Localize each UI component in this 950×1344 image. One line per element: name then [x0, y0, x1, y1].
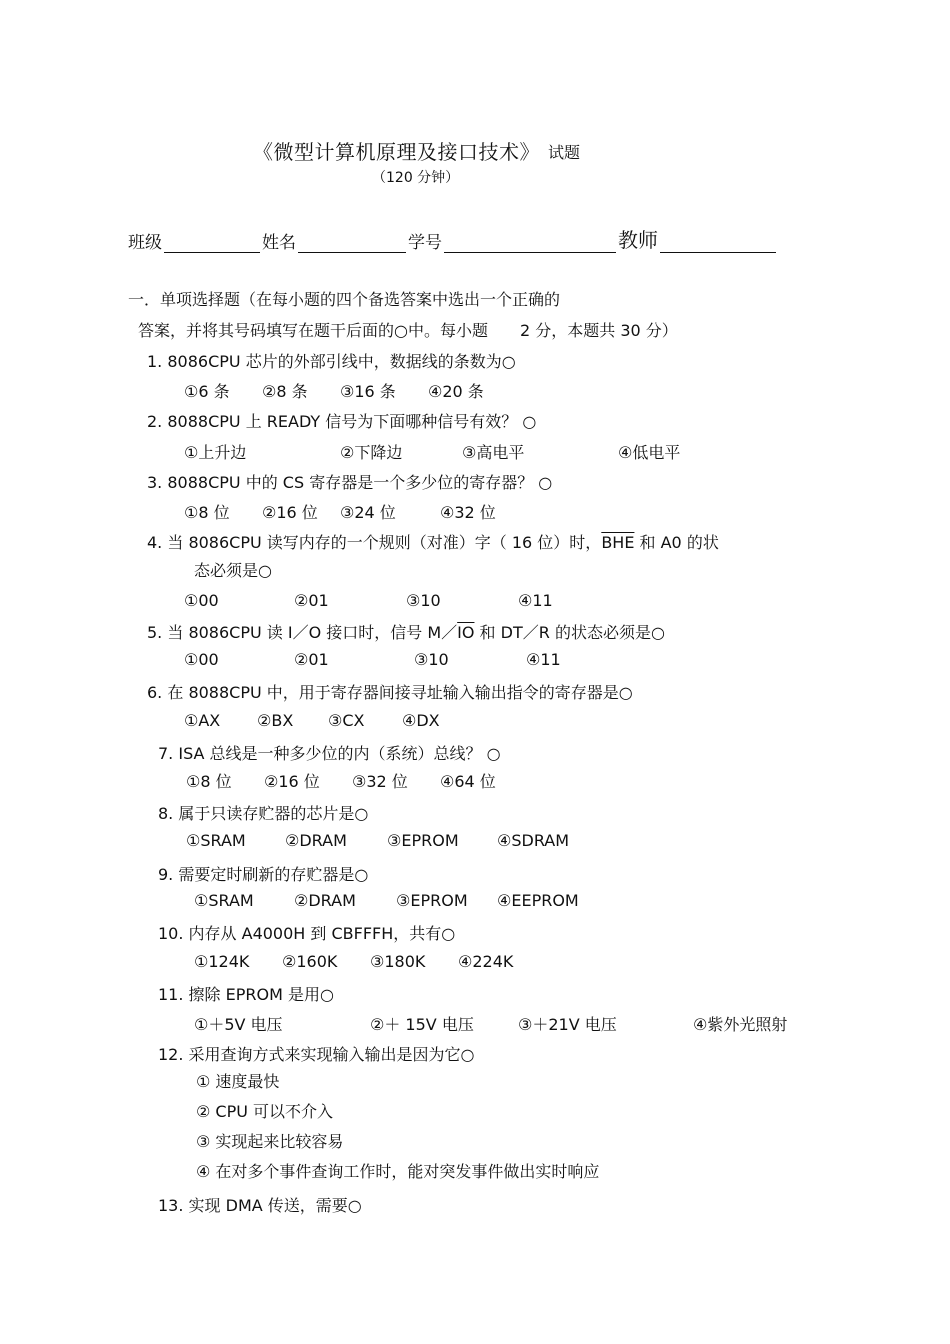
- class-blank[interactable]: [164, 234, 260, 253]
- q5-option-2: ②01: [294, 650, 329, 669]
- q11-option-2: ②＋ 15V 电压: [370, 1015, 474, 1034]
- student-info-fields: [128, 224, 778, 253]
- section-heading-line1: 一．单项选择题（在每小题的四个备选答案中选出一个正确的: [128, 290, 561, 309]
- q2-option-2: ②下降边: [340, 443, 403, 462]
- q5-option-3: ③10: [414, 650, 449, 669]
- q12-option-3: ③ 实现起来比较容易: [196, 1132, 344, 1151]
- question-4-continued: 态必须是○: [194, 561, 272, 580]
- question-13: 13. 实现 DMA 传送，需要○: [158, 1196, 362, 1215]
- teacher-label: 教师: [618, 228, 658, 252]
- q2-option-4: ④低电平: [618, 443, 681, 462]
- q3-option-1: ①8 位: [184, 503, 230, 522]
- q2-option-1: ①上升边: [184, 443, 247, 462]
- exam-duration: （120 分钟）: [372, 170, 460, 186]
- q8-option-2: ②DRAM: [285, 831, 347, 850]
- question-2: 2. 8088CPU 上 READY 信号为下面哪种信号有效？ ○: [147, 412, 537, 431]
- q1-option-1: ①6 条: [184, 382, 230, 401]
- q12-option-2: ② CPU 可以不介入: [196, 1102, 334, 1121]
- q9-option-1: ①SRAM: [194, 891, 254, 910]
- question-10: 10. 内存从 A4000H 到 CBFFFH，共有○: [158, 924, 456, 943]
- q10-option-1: ①124K: [194, 952, 250, 971]
- q9-option-2: ②DRAM: [294, 891, 356, 910]
- question-8: 8. 属于只读存贮器的芯片是○: [158, 804, 369, 823]
- q6-option-3: ③CX: [328, 711, 365, 730]
- q3-option-2: ②16 位: [262, 503, 318, 522]
- q4-option-4: ④11: [518, 591, 553, 610]
- q5-option-1: ①00: [184, 650, 219, 669]
- q9-option-4: ④EEPROM: [497, 891, 579, 910]
- question-1: 1. 8086CPU 芯片的外部引线中，数据线的条数为○: [147, 352, 516, 371]
- q8-option-3: ③EPROM: [387, 831, 459, 850]
- id-blank[interactable]: [444, 234, 616, 253]
- exam-title-suffix: 试题: [548, 143, 581, 162]
- q9-option-3: ③EPROM: [396, 891, 468, 910]
- question-7: 7. ISA 总线是一种多少位的内（系统）总线？ ○: [158, 744, 501, 763]
- q5-io-signal: $\overline{IO}$: [457, 623, 475, 642]
- q7-option-3: ③32 位: [352, 772, 408, 791]
- q11-option-1: ①＋5V 电压: [194, 1015, 283, 1034]
- q12-option-1: ① 速度最快: [196, 1072, 280, 1091]
- q5-text-a: 5. 当 8086CPU 读 I／O 接口时，信号 M／: [147, 623, 458, 642]
- q10-option-2: ②160K: [282, 952, 338, 971]
- question-3: 3. 8088CPU 中的 CS 寄存器是一个多少位的寄存器？ ○: [147, 473, 553, 492]
- q8-option-1: ①SRAM: [186, 831, 246, 850]
- q11-option-3: ③＋21V 电压: [518, 1015, 617, 1034]
- id-label: 学号: [408, 233, 442, 253]
- teacher-blank[interactable]: [660, 234, 776, 253]
- question-6: 6. 在 8088CPU 中，用于寄存器间接寻址输入输出指令的寄存器是○: [147, 683, 633, 702]
- q8-option-4: ④SDRAM: [497, 831, 570, 850]
- q6-option-1: ①AX: [184, 711, 221, 730]
- question-9: 9. 需要定时刷新的存贮器是○: [158, 865, 369, 884]
- q5-option-4: ④11: [526, 650, 561, 669]
- q6-option-4: ④DX: [402, 711, 440, 730]
- q1-option-2: ②8 条: [262, 382, 308, 401]
- question-11: 11. 擦除 EPROM 是用○: [158, 985, 334, 1004]
- q7-option-4: ④64 位: [440, 772, 496, 791]
- class-label: 班级: [128, 233, 162, 253]
- q4-text-b: 和 A0 的状: [634, 533, 719, 552]
- q7-option-1: ①8 位: [186, 772, 232, 791]
- q1-option-3: ③16 条: [340, 382, 396, 401]
- q7-option-2: ②16 位: [264, 772, 320, 791]
- q3-option-3: ③24 位: [340, 503, 396, 522]
- q12-option-4: ④ 在对多个事件查询工作时，能对突发事件做出实时响应: [196, 1162, 600, 1181]
- q4-bhe-signal: $\overline{BHE}$: [601, 533, 635, 552]
- q4-option-2: ②01: [294, 591, 329, 610]
- q3-option-4: ④32 位: [440, 503, 496, 522]
- q5-text-b: 和 DT／R 的状态必须是○: [474, 623, 665, 642]
- q2-option-3: ③高电平: [462, 443, 525, 462]
- q10-option-4: ④224K: [458, 952, 514, 971]
- q4-option-3: ③10: [406, 591, 441, 610]
- question-5: [147, 620, 665, 643]
- q11-option-4: ④紫外光照射: [693, 1015, 788, 1034]
- q6-option-2: ②BX: [257, 711, 294, 730]
- exam-title: 《微型计算机原理及接口技术》: [253, 140, 540, 164]
- question-4: [147, 530, 719, 553]
- question-12: 12. 采用查询方式来实现输入输出是因为它○: [158, 1045, 475, 1064]
- name-label: 姓名: [262, 233, 296, 253]
- q10-option-3: ③180K: [370, 952, 426, 971]
- name-blank[interactable]: [298, 234, 406, 253]
- q4-option-1: ①00: [184, 591, 219, 610]
- q4-text-a: 4. 当 8086CPU 读写内存的一个规则（对准）字（ 16 位）时，: [147, 533, 602, 552]
- section-heading-line2: 答案，并将其号码填写在题干后面的○中。每小题 2 分，本题共 30 分）: [138, 321, 678, 340]
- q1-option-4: ④20 条: [428, 382, 484, 401]
